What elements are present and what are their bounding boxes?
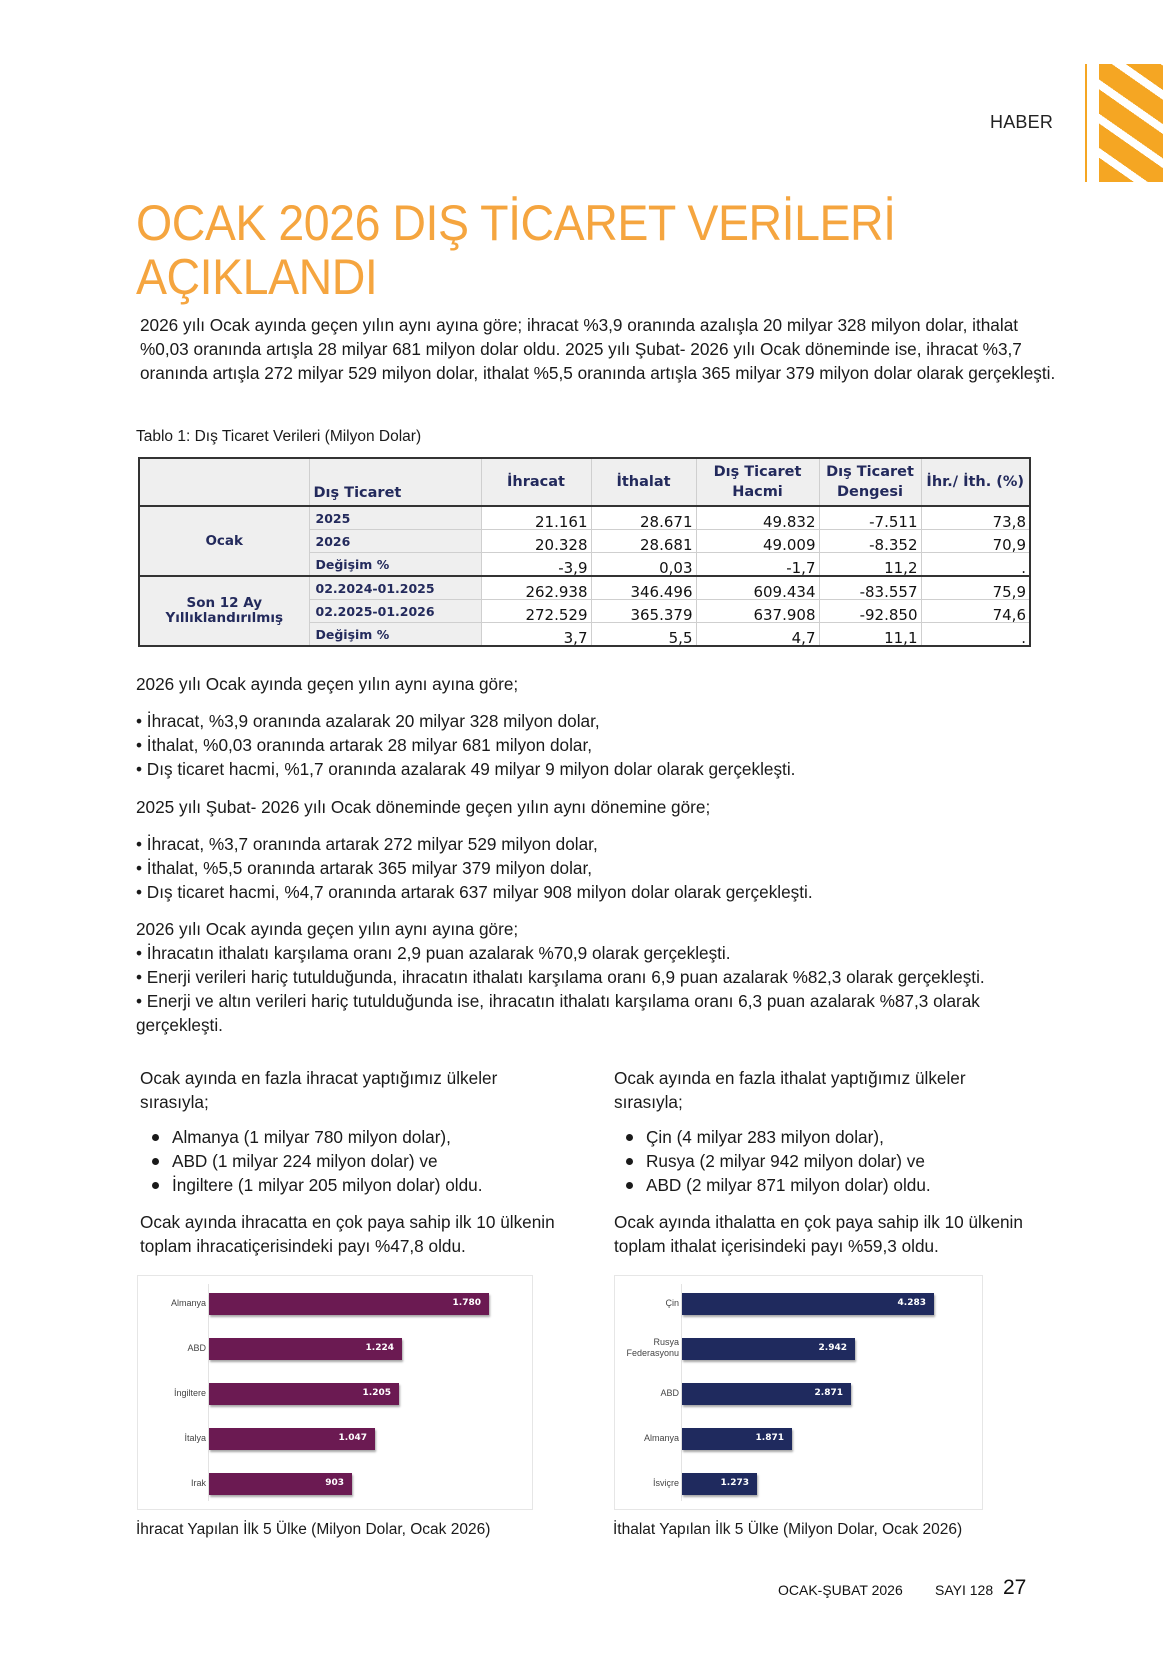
body-block-2 bbox=[136, 795, 1066, 904]
bar-value: 4.283 bbox=[897, 1298, 926, 1308]
list-item: • Dış ticaret hacmi, %1,7 oranında azalarak 49 milyar 9 milyon dolar olarak gerçekleşti. bbox=[136, 759, 796, 779]
bar bbox=[682, 1473, 757, 1495]
list-item: • Dış ticaret hacmi, %4,7 oranında artarak 637 milyar 908 milyon dolar olarak gerçekleşti. bbox=[136, 882, 813, 902]
bar bbox=[209, 1473, 352, 1495]
cell-denge: -83.557 bbox=[819, 576, 921, 600]
header-group bbox=[139, 458, 309, 506]
row-label: 2025 bbox=[309, 506, 481, 530]
list-item: • Enerji ve altın verileri hariç tutulduğunda ise, ihracatın ithalatı karşılama oranı 6,3 puan azalarak %87,3 olarak gerçekleşti. bbox=[136, 991, 980, 1035]
bar bbox=[209, 1293, 489, 1315]
cell-denge: 11,2 bbox=[819, 553, 921, 577]
cell-hacim: -1,7 bbox=[696, 553, 819, 577]
accent-divider bbox=[1085, 64, 1087, 182]
cell-hacim: 609.434 bbox=[696, 576, 819, 600]
row-label: Değişim % bbox=[309, 553, 481, 577]
cell-ihracat: 262.938 bbox=[481, 576, 591, 600]
cell-hacim: 49.832 bbox=[696, 506, 819, 530]
body-block-1 bbox=[136, 672, 1066, 781]
left-column bbox=[140, 1066, 580, 1258]
bar-label: ABD bbox=[660, 1388, 679, 1398]
block2-intro: 2025 yılı Şubat- 2026 yılı Ocak döneminde geçen yılın aynı dönemine göre; bbox=[136, 797, 711, 817]
bar bbox=[209, 1383, 399, 1405]
bar-value: 1.273 bbox=[720, 1478, 749, 1488]
bar-value: 1.047 bbox=[338, 1433, 367, 1443]
row-label: 02.2025-01.2026 bbox=[309, 600, 481, 623]
header-denge: Dış Ticaret Dengesi bbox=[819, 458, 921, 506]
block1-intro: 2026 yılı Ocak ayında geçen yılın aynı ayına göre; bbox=[136, 674, 519, 694]
list-item: Rusya (2 milyar 942 milyon dolar) ve bbox=[614, 1149, 1054, 1173]
header-dis-ticaret: Dış Ticaret bbox=[309, 458, 481, 506]
lead-paragraph: 2026 yılı Ocak ayında geçen yılın aynı ayına göre; ihracat %3,9 oranında azalışla 20 milyar 328 milyon dolar, ithalat %0,03 oranında artışla 28 milyar 681 milyon dolar oldu. 2025 yılı Şubat- 2026 yılı Ocak döneminde ise, ihracat %3,7 oranında artışla 272 milyar 529 milyon dolar, ithalat %5,5 oranında artışla 365 milyar 379 milyon dolar olarak gerçekleşti. bbox=[140, 315, 1056, 383]
cell-oran: 70,9 bbox=[921, 530, 1030, 553]
chart-row bbox=[615, 1383, 982, 1405]
export-bar-chart bbox=[137, 1275, 533, 1510]
table-row bbox=[139, 576, 1030, 600]
list-item: • İthalat, %5,5 oranında artarak 365 milyar 379 milyon dolar, bbox=[136, 858, 593, 878]
list-item: • İhracat, %3,7 oranında artarak 272 milyar 529 milyon dolar, bbox=[136, 834, 598, 854]
bar bbox=[209, 1338, 402, 1360]
table-caption: Tablo 1: Dış Ticaret Verileri (Milyon Dolar) bbox=[136, 428, 422, 445]
group-label-ocak: Ocak bbox=[139, 506, 309, 576]
cell-ithalat: 28.671 bbox=[591, 506, 696, 530]
cell-hacim: 4,7 bbox=[696, 623, 819, 647]
cell-oran: . bbox=[921, 623, 1030, 647]
import-chart-caption: İthalat Yapılan İlk 5 Ülke (Milyon Dolar, Ocak 2026) bbox=[613, 1521, 963, 1538]
stripe-decoration-icon bbox=[1099, 64, 1163, 182]
right-country-list bbox=[614, 1125, 1054, 1197]
list-item: • İhracatın ithalatı karşılama oranı 2,9 puan azalarak %70,9 olarak gerçekleşti. bbox=[136, 943, 731, 963]
bar-label: Almanya bbox=[643, 1433, 679, 1443]
cell-ithalat: 0,03 bbox=[591, 553, 696, 577]
block3-intro: 2026 yılı Ocak ayında geçen yılın aynı ayına göre; bbox=[136, 919, 519, 939]
list-item: ABD (1 milyar 224 milyon dolar) ve bbox=[140, 1149, 580, 1173]
bar bbox=[682, 1338, 855, 1360]
bar-value: 1.871 bbox=[755, 1433, 784, 1443]
header-hacim: Dış Ticaret Hacmi bbox=[696, 458, 819, 506]
table-row bbox=[139, 506, 1030, 530]
right-share-text: Ocak ayında ithalatta en çok paya sahip ilk 10 ülkenin toplam ithalat içerisindeki payı %59,3 oldu. bbox=[614, 1212, 1023, 1256]
row-label: 2026 bbox=[309, 530, 481, 553]
cell-oran: 73,8 bbox=[921, 506, 1030, 530]
list-item: İngiltere (1 milyar 205 milyon dolar) oldu. bbox=[140, 1173, 580, 1197]
bar bbox=[209, 1428, 375, 1450]
cell-ihracat: 20.328 bbox=[481, 530, 591, 553]
chart-row bbox=[138, 1293, 532, 1315]
right-column bbox=[614, 1066, 1054, 1258]
bar-label: Almanya bbox=[170, 1298, 206, 1308]
block2-list bbox=[136, 832, 1066, 904]
bar-value: 903 bbox=[325, 1478, 344, 1488]
list-item: • Enerji verileri hariç tutulduğunda, ihracatın ithalatı karşılama oranı 6,9 puan azalarak %82,3 olarak gerçekleşti. bbox=[136, 967, 985, 987]
cell-hacim: 637.908 bbox=[696, 600, 819, 623]
bar-value: 1.205 bbox=[362, 1388, 391, 1398]
left-share-text: Ocak ayında ihracatta en çok paya sahip ilk 10 ülkenin toplam ihracatiçerisindeki payı %47,8 oldu. bbox=[140, 1212, 555, 1256]
cell-denge: -92.850 bbox=[819, 600, 921, 623]
cell-ithalat: 5,5 bbox=[591, 623, 696, 647]
bar-label: İngiltere bbox=[173, 1388, 206, 1398]
cell-ihracat: 21.161 bbox=[481, 506, 591, 530]
bar-label: Rusya Federasyonu bbox=[626, 1337, 679, 1358]
title-line-2: AÇIKLANDI bbox=[136, 249, 378, 305]
export-chart-caption: İhracat Yapılan İlk 5 Ülke (Milyon Dolar, Ocak 2026) bbox=[136, 1521, 491, 1538]
header-oran: İhr./ İth. (%) bbox=[921, 458, 1030, 506]
cell-ihracat: 272.529 bbox=[481, 600, 591, 623]
bar bbox=[682, 1293, 934, 1315]
page-number: 27 bbox=[1003, 1576, 1027, 1599]
list-item: • İhracat, %3,9 oranında azalarak 20 milyar 328 milyon dolar, bbox=[136, 711, 600, 731]
body-block-3 bbox=[136, 917, 1066, 1037]
header-ihracat: İhracat bbox=[481, 458, 591, 506]
cell-ihracat: 3,7 bbox=[481, 623, 591, 647]
bar bbox=[682, 1428, 792, 1450]
cell-oran: 75,9 bbox=[921, 576, 1030, 600]
cell-hacim: 49.009 bbox=[696, 530, 819, 553]
cell-ithalat: 346.496 bbox=[591, 576, 696, 600]
list-item: Almanya (1 milyar 780 milyon dolar), bbox=[140, 1125, 580, 1149]
list-item: Çin (4 milyar 283 milyon dolar), bbox=[614, 1125, 1054, 1149]
group-label-son-12-ay: Son 12 Ay Yıllıklandırılmış bbox=[139, 576, 309, 646]
page-title bbox=[136, 196, 973, 304]
cell-ithalat: 28.681 bbox=[591, 530, 696, 553]
right-intro: Ocak ayında en fazla ithalat yaptığımız ülkeler sırasıyla; bbox=[614, 1068, 966, 1112]
left-country-list bbox=[140, 1125, 580, 1197]
chart-row bbox=[138, 1383, 532, 1405]
cell-denge: 11,1 bbox=[819, 623, 921, 647]
bar-label: Irak bbox=[190, 1478, 206, 1488]
cell-ithalat: 365.379 bbox=[591, 600, 696, 623]
cell-oran: 74,6 bbox=[921, 600, 1030, 623]
trade-data-table bbox=[138, 457, 1031, 647]
section-label: HABER bbox=[990, 112, 1054, 132]
bar-value: 1.780 bbox=[452, 1298, 481, 1308]
footer-issue-period: OCAK-ŞUBAT 2026 bbox=[778, 1582, 903, 1598]
cell-oran: . bbox=[921, 553, 1030, 577]
chart-row bbox=[615, 1338, 982, 1360]
left-intro: Ocak ayında en fazla ihracat yaptığımız ülkeler sırasıyla; bbox=[140, 1068, 498, 1112]
chart-row bbox=[615, 1293, 982, 1315]
footer-issue-number: SAYI 128 bbox=[935, 1582, 994, 1598]
bar-label: ABD bbox=[187, 1343, 206, 1353]
chart-row bbox=[615, 1473, 982, 1495]
block3-list bbox=[136, 941, 1066, 1037]
list-item: • İthalat, %0,03 oranında artarak 28 milyar 681 milyon dolar, bbox=[136, 735, 593, 755]
header-ithalat: İthalat bbox=[591, 458, 696, 506]
cell-denge: -8.352 bbox=[819, 530, 921, 553]
bar bbox=[682, 1383, 851, 1405]
bar-value: 1.224 bbox=[365, 1343, 394, 1353]
chart-row bbox=[138, 1338, 532, 1360]
bar-label: İtalya bbox=[184, 1433, 206, 1443]
bar-value: 2.942 bbox=[818, 1343, 847, 1353]
cell-ihracat: -3,9 bbox=[481, 553, 591, 577]
chart-row bbox=[138, 1473, 532, 1495]
bar-label: İsviçre bbox=[652, 1478, 679, 1488]
import-bar-chart bbox=[614, 1275, 983, 1510]
bar-value: 2.871 bbox=[814, 1388, 843, 1398]
block1-list bbox=[136, 709, 1066, 781]
chart-row bbox=[615, 1428, 982, 1450]
chart-row bbox=[138, 1428, 532, 1450]
row-label: Değişim % bbox=[309, 623, 481, 647]
cell-denge: -7.511 bbox=[819, 506, 921, 530]
row-label: 02.2024-01.2025 bbox=[309, 576, 481, 600]
title-line-1: OCAK 2026 DIŞ TİCARET VERİLERİ bbox=[136, 195, 896, 251]
bar-label: Çin bbox=[665, 1298, 679, 1308]
list-item: ABD (2 milyar 871 milyon dolar) oldu. bbox=[614, 1173, 1054, 1197]
